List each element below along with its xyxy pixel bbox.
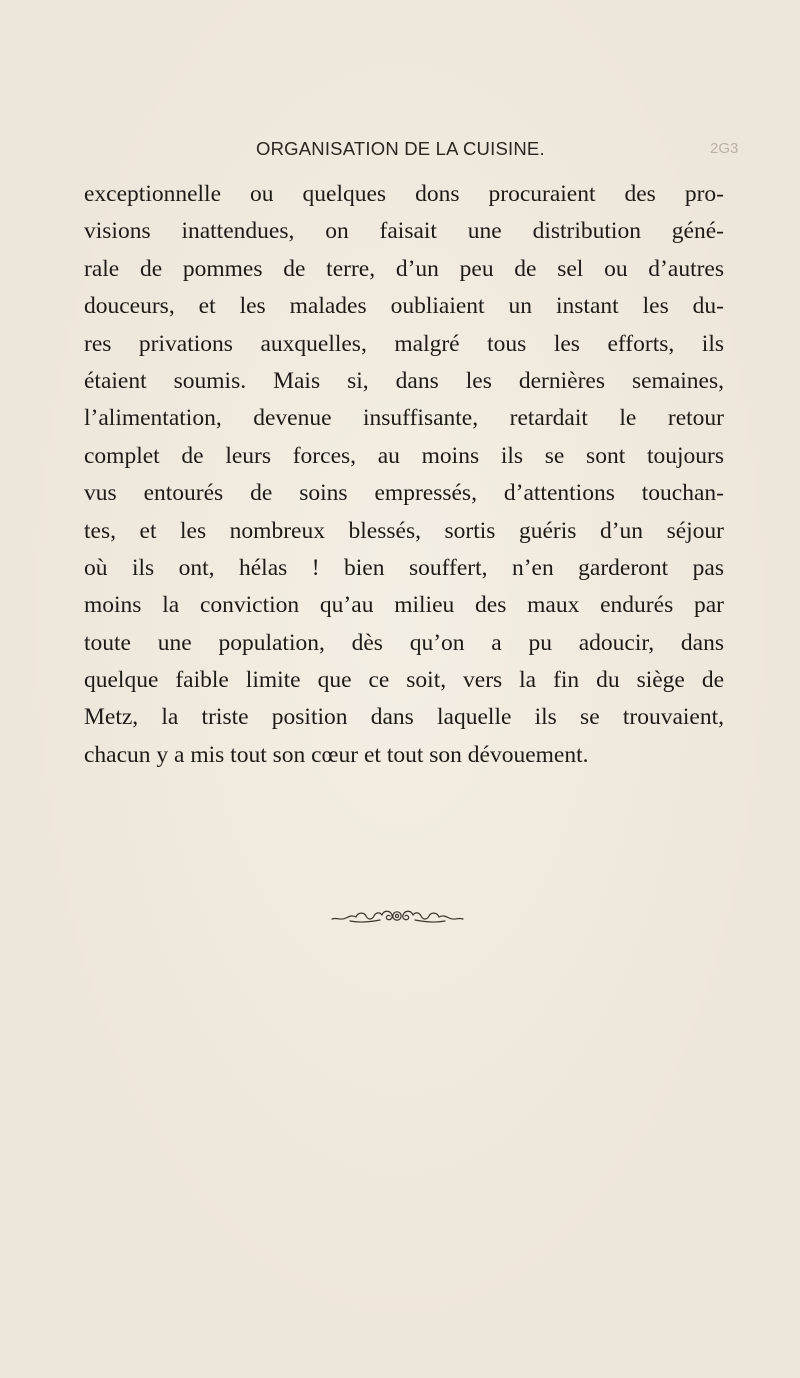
running-head	[0, 138, 800, 168]
page-number: 2G3	[710, 140, 739, 157]
text-line: où ils ont, hélas ! bien souffert, n’en garderont pas	[84, 554, 724, 581]
text-line: visions inattendues, on faisait une distribution géné-	[84, 218, 724, 245]
decorative-ornament-icon	[330, 906, 465, 928]
text-line: vus entourés de soins empressés, d’attentions touchan-	[84, 480, 724, 507]
text-line: douceurs, et les malades oubliaient un instant les du-	[84, 293, 724, 320]
text-line: quelque faible limite que ce soit, vers la fin du siège de	[84, 667, 724, 694]
text-line: tes, et les nombreux blessés, sortis guéris d’un séjour	[84, 517, 724, 544]
body-paragraph	[84, 176, 724, 774]
text-line: moins la conviction qu’au milieu des maux endurés par	[84, 592, 724, 619]
text-line: chacun y a mis tout son cœur et tout son dévouement.	[84, 741, 589, 768]
text-line: étaient soumis. Mais si, dans les dernières semaines,	[84, 367, 724, 394]
text-line: rale de pommes de terre, d’un peu de sel ou d’autres	[84, 255, 724, 282]
text-line: res privations auxquelles, malgré tous les efforts, ils	[84, 330, 724, 357]
running-title: ORGANISATION DE LA CUISINE.	[256, 138, 545, 159]
text-line: complet de leurs forces, au moins ils se sont toujours	[84, 442, 724, 469]
text-line: exceptionnelle ou quelques dons procuraient des pro-	[84, 181, 724, 207]
text-line: l’alimentation, devenue insuffisante, retardait le retour	[84, 405, 724, 432]
text-line: toute une population, dès qu’on a pu adoucir, dans	[84, 629, 724, 656]
text-line: Metz, la triste position dans laquelle ils se trouvaient,	[84, 704, 724, 731]
